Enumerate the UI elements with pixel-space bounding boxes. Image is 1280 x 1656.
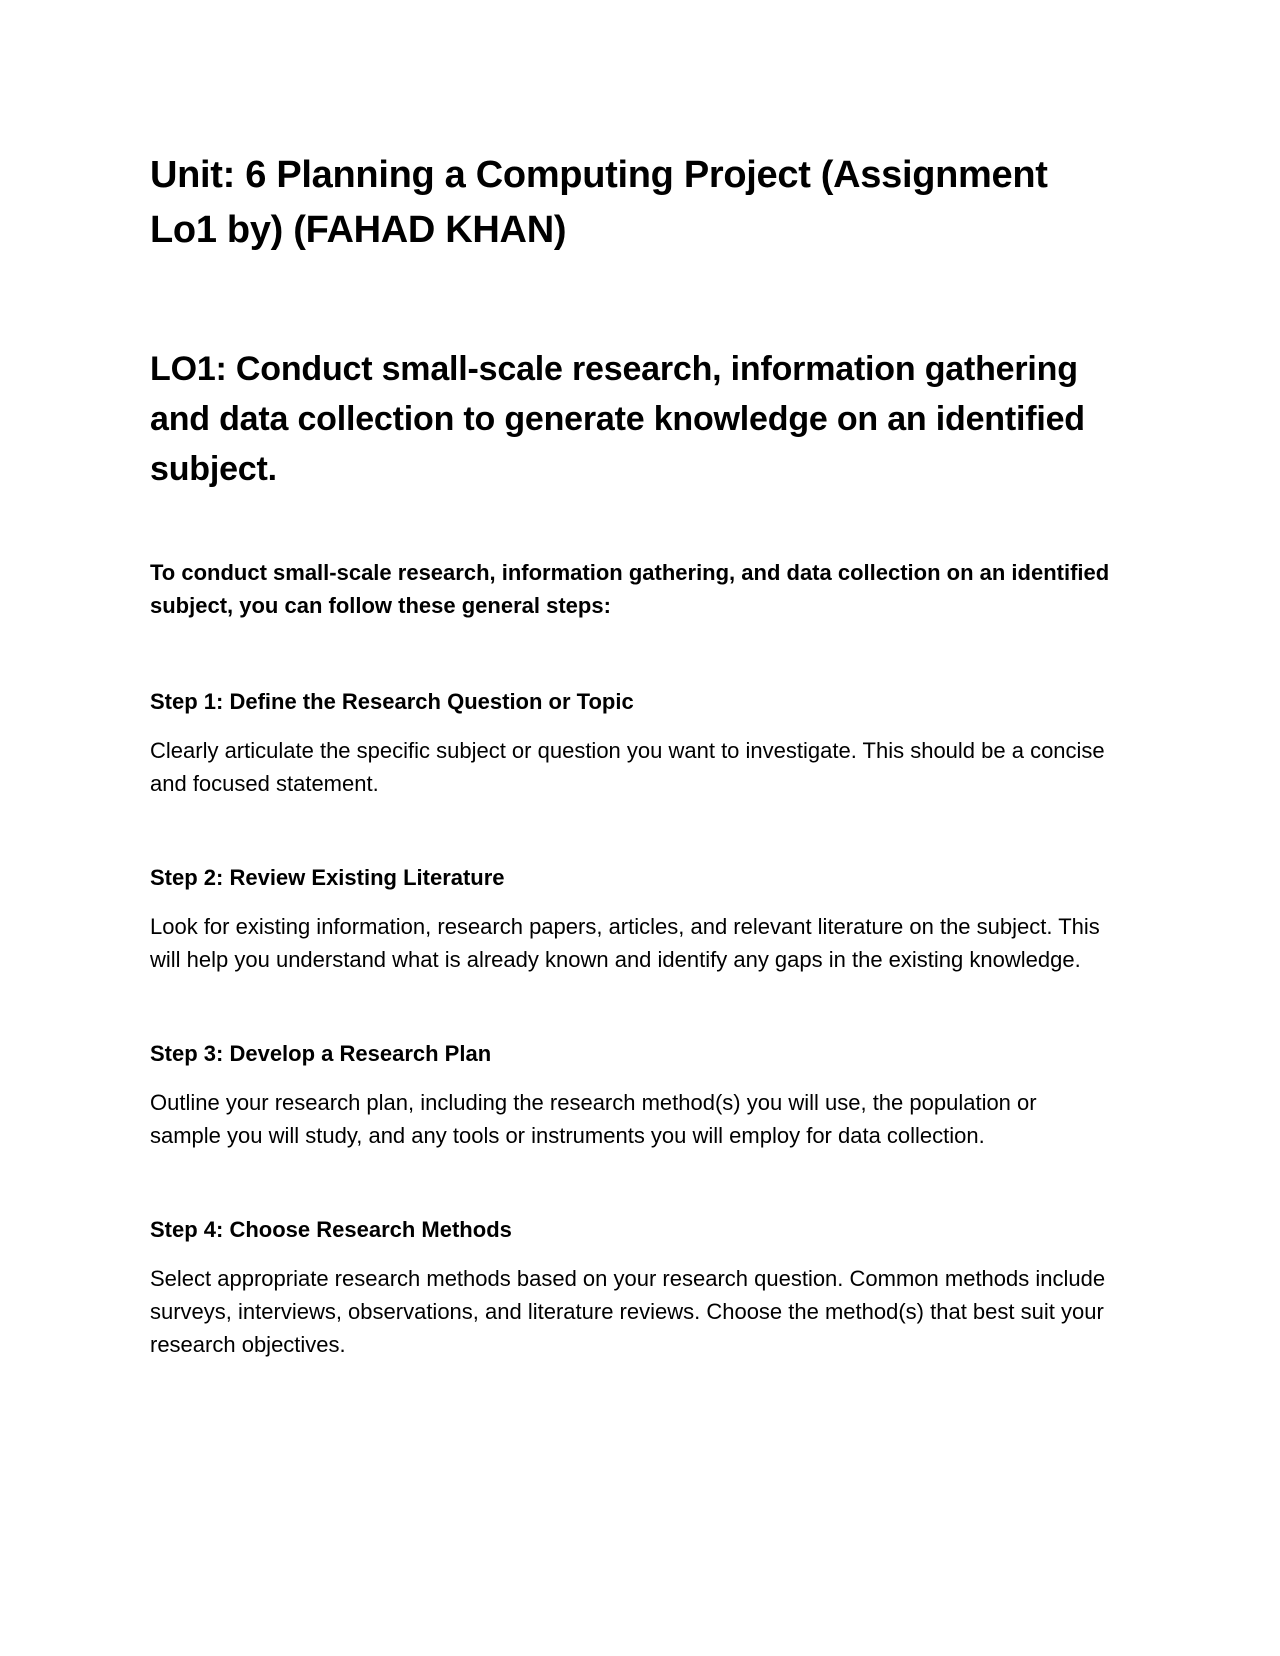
step-section xyxy=(150,685,1110,800)
step-body: Clearly articulate the specific subject or question you want to investigate. This should be a concise and focused statement. xyxy=(150,738,1105,796)
step-section xyxy=(150,1213,1110,1361)
step-title: Step 4: Choose Research Methods xyxy=(150,1217,512,1242)
step-body: Outline your research plan, including the research method(s) you will use, the population or sample you will study, and any tools or instruments you will employ for data collection. xyxy=(150,1090,1037,1148)
intro-paragraph: To conduct small-scale research, information gathering, and data collection on an identified subject, you can follow these general steps: xyxy=(150,560,1110,618)
learning-outcome-heading: LO1: Conduct small-scale research, information gathering and data collection to generate knowledge on an identified subject. xyxy=(150,350,1085,488)
step-body: Select appropriate research methods based on your research question. Common methods include surveys, interviews, observations, and literature reviews. Choose the method(s) that best suit your research objectives. xyxy=(150,1266,1106,1357)
document-content xyxy=(150,148,1110,1361)
step-title: Step 1: Define the Research Question or Topic xyxy=(150,689,634,714)
step-section xyxy=(150,861,1110,976)
document-title: Unit: 6 Planning a Computing Project (Assignment Lo1 by) (FAHAD KHAN) xyxy=(150,154,1048,251)
step-title: Step 2: Review Existing Literature xyxy=(150,865,505,890)
step-section xyxy=(150,1037,1110,1152)
step-title: Step 3: Develop a Research Plan xyxy=(150,1041,492,1066)
step-body: Look for existing information, research papers, articles, and relevant literature on the subject. This will help you understand what is already known and identify any gaps in the existing knowledge. xyxy=(150,914,1100,972)
